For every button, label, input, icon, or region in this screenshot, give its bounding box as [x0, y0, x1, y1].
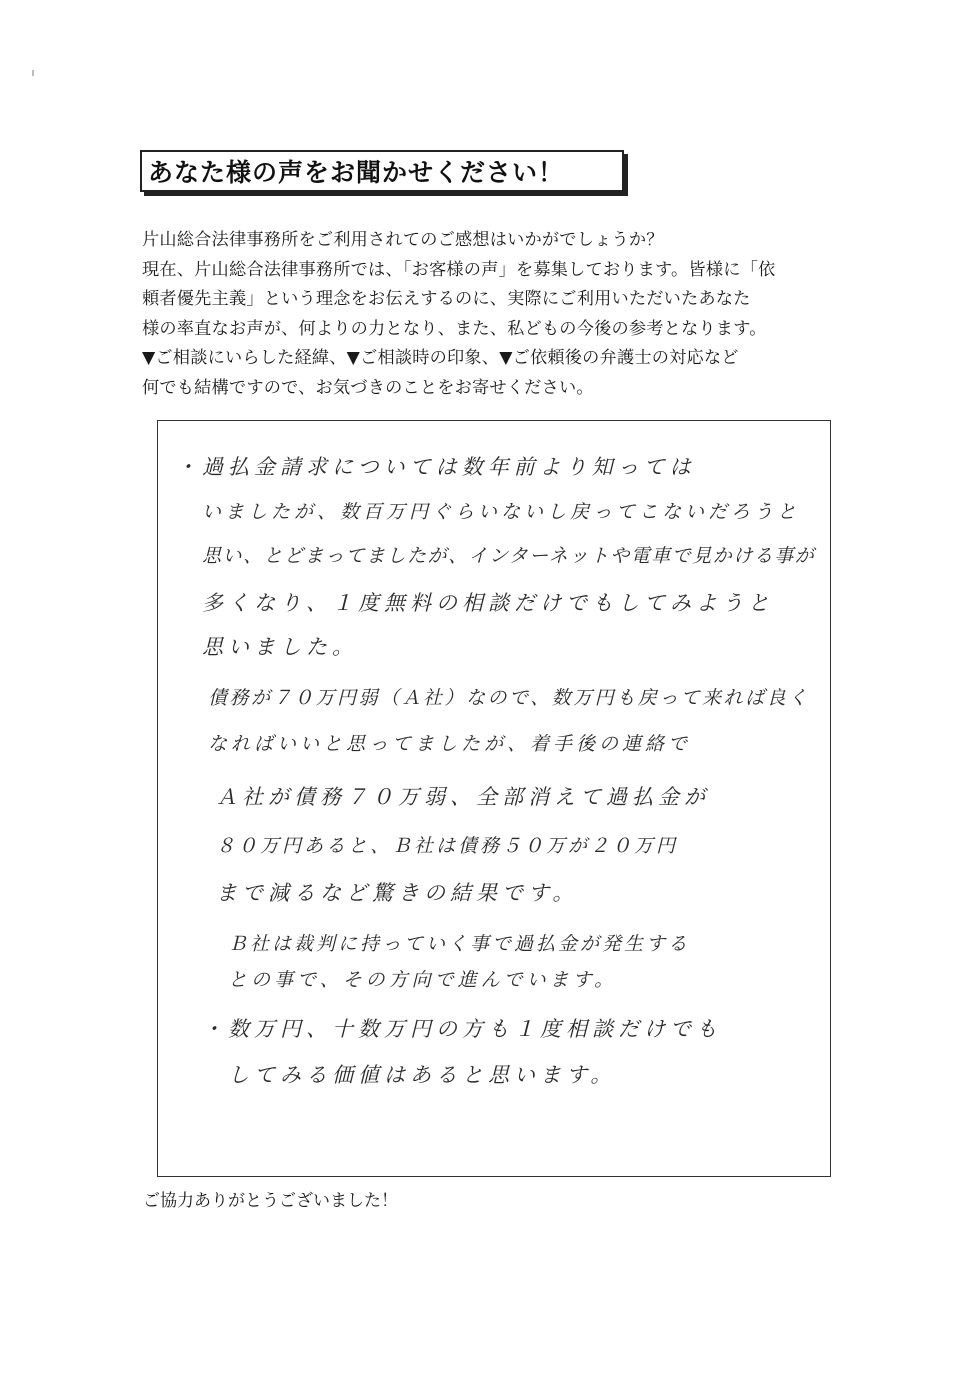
- handwritten-line: との事で、その方向で進んでいます。: [228, 969, 618, 991]
- handwritten-line: 多くなり、１度無料の相談だけでもしてみようと: [202, 591, 774, 615]
- handwritten-line: ８０万円あると、Ｂ社は債務５０万が２０万円: [216, 835, 679, 857]
- intro-line: 何でも結構ですので、お気づきのことをお寄せください。: [142, 377, 594, 398]
- intro-line: 現在、片山総合法律事務所では、「お客様の声」を募集しております。皆様に「依: [142, 259, 776, 280]
- handwritten-comment-box: [157, 420, 831, 1177]
- handwritten-line: いましたが、数百万円ぐらいないし戻ってこないだろうと: [202, 501, 801, 523]
- intro-line: 片山総合法律事務所をご利用されてのご感想はいかがでしょうか？: [142, 230, 664, 250]
- handwritten-line: ・過払金請求については数年前より知っては: [176, 455, 696, 479]
- scan-mark: [32, 70, 34, 76]
- title-box: [140, 150, 624, 192]
- intro-line: ▼ご相談にいらした経緯、▼ご相談時の印象、▼ご依頼後の弁護士の対応など: [142, 348, 739, 368]
- intro-text: [142, 226, 842, 403]
- handwritten-line: 思いました。: [202, 635, 358, 659]
- handwritten-line: Ａ社が債務７０万弱、全部消えて過払金が: [216, 785, 710, 809]
- handwritten-line: まで減るなど驚きの結果です。: [216, 881, 579, 905]
- handwritten-line: してみる価値はあると思います。: [228, 1063, 617, 1087]
- handwritten-line: ・数万円、十数万円の方も１度相談だけでも: [202, 1017, 722, 1041]
- intro-line: 頼者優先主義」という理念をお伝えするのに、実際にご利用いただいたあなた: [142, 289, 751, 309]
- handwritten-line: Ｂ社は裁判に持っていく事で過払金が発生する: [228, 933, 691, 955]
- handwritten-line: なればいいと思ってましたが、着手後の連絡で: [208, 733, 692, 755]
- intro-line: 様の率直なお声が、何よりの力となり、また、私どもの今後の参考となります。: [142, 318, 767, 339]
- handwritten-line: 思い、とどまってましたが、インターネットや電車で見かける事が: [202, 545, 816, 567]
- handwritten-line: 債務が７０万円弱（Ａ社）なので、数万円も戻って来れば良く: [208, 687, 810, 709]
- page-title: あなた様の声をお聞かせください！: [148, 158, 565, 187]
- thanks-text: ご協力ありがとうございました！: [143, 1191, 398, 1211]
